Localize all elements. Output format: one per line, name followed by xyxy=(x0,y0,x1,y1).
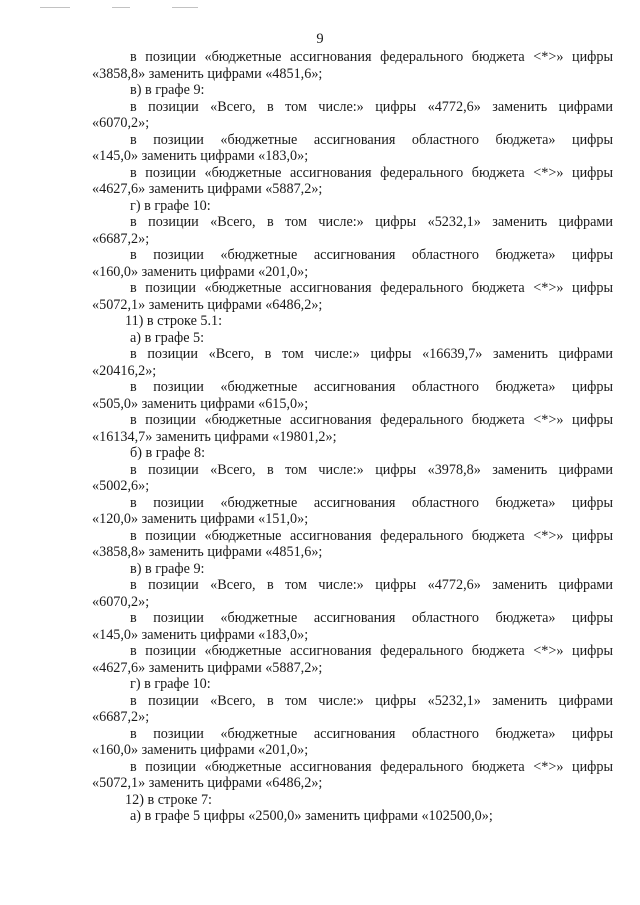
text-line: в позиции «бюджетные ассигнования областного бюджета» цифры xyxy=(130,725,613,742)
scan-artifact xyxy=(40,7,70,8)
scan-artifact xyxy=(112,7,130,8)
text-line: в позиции «бюджетные ассигнования федерального бюджета <*>» цифры xyxy=(130,280,613,296)
text-line: «3858,8» заменить цифрами «4851,6»; xyxy=(92,544,323,560)
text-line: «160,0» заменить цифрами «201,0»; xyxy=(92,742,309,758)
text-line: в позиции «Всего, в том числе:» цифры «3978,8» заменить цифрами xyxy=(130,461,613,478)
text-line: в позиции «Всего, в том числе:» цифры «4772,6» заменить цифрами xyxy=(130,577,613,593)
text-line: в позиции «бюджетные ассигнования федерального бюджета <*>» цифры xyxy=(130,412,613,428)
text-line: «5072,1» заменить цифрами «6486,2»; xyxy=(92,296,323,313)
text-line: в позиции «бюджетные ассигнования федерального бюджета <*>» цифры xyxy=(130,643,613,659)
text-line: «5002,6»; xyxy=(92,478,150,494)
text-line: в) в графе 9: xyxy=(130,560,205,577)
text-line: «6687,2»; xyxy=(92,709,150,725)
text-line: «16134,7» заменить цифрами «19801,2»; xyxy=(92,428,337,445)
text-line: в позиции «бюджетные ассигнования областного бюджета» цифры xyxy=(130,247,613,263)
text-line: в) в графе 9: xyxy=(130,82,205,98)
text-line: 12) в строке 7: xyxy=(125,791,212,808)
text-line: в позиции «Всего, в том числе:» цифры «4772,6» заменить цифрами xyxy=(130,98,613,115)
text-line: в позиции «бюджетные ассигнования федерального бюджета <*>» цифры xyxy=(130,758,613,775)
text-line: «5072,1» заменить цифрами «6486,2»; xyxy=(92,775,323,791)
text-line: «20416,2»; xyxy=(92,362,157,379)
text-line: в позиции «бюджетные ассигнования федерального бюджета <*>» цифры xyxy=(130,164,613,181)
text-line: в позиции «Всего, в том числе:» цифры «5232,1» заменить цифрами xyxy=(130,214,613,230)
text-line: г) в графе 10: xyxy=(130,676,211,692)
text-line: в позиции «бюджетные ассигнования областного бюджета» цифры xyxy=(130,610,613,626)
text-line: «6687,2»; xyxy=(92,230,150,247)
text-line: «145,0» заменить цифрами «183,0»; xyxy=(92,626,309,643)
page-number: 9 xyxy=(316,31,324,47)
text-line: «160,0» заменить цифрами «201,0»; xyxy=(92,263,309,280)
text-line: «6070,2»; xyxy=(92,593,150,610)
text-line: «505,0» заменить цифрами «615,0»; xyxy=(92,395,309,412)
text-line: г) в графе 10: xyxy=(130,197,211,214)
text-line: в позиции «бюджетные ассигнования областного бюджета» цифры xyxy=(130,379,613,395)
text-line: в позиции «бюджетные ассигнования федерального бюджета <*>» цифры xyxy=(130,527,613,544)
text-line: «145,0» заменить цифрами «183,0»; xyxy=(92,148,309,164)
text-line: а) в графе 5: xyxy=(130,329,205,346)
text-line: а) в графе 5 цифры «2500,0» заменить цифрами «102500,0»; xyxy=(130,808,493,824)
text-line: «4627,6» заменить цифрами «5887,2»; xyxy=(92,659,323,676)
scan-artifact xyxy=(172,7,198,8)
text-line: «120,0» заменить цифрами «151,0»; xyxy=(92,511,309,527)
text-line: «6070,2»; xyxy=(92,115,150,131)
text-line: в позиции «бюджетные ассигнования областного бюджета» цифры xyxy=(130,131,613,148)
text-line: 11) в строке 5.1: xyxy=(125,313,223,329)
text-line: «3858,8» заменить цифрами «4851,6»; xyxy=(92,65,323,82)
text-line: в позиции «бюджетные ассигнования областного бюджета» цифры xyxy=(130,494,613,511)
text-line: в позиции «Всего, в том числе:» цифры «5232,1» заменить цифрами xyxy=(130,692,613,709)
text-line: в позиции «Всего, в том числе:» цифры «16639,7» заменить цифрами xyxy=(130,346,613,362)
text-line: б) в графе 8: xyxy=(130,445,206,461)
text-line: в позиции «бюджетные ассигнования федерального бюджета <*>» цифры xyxy=(130,49,613,65)
document-body xyxy=(92,49,613,825)
text-line: «4627,6» заменить цифрами «5887,2»; xyxy=(92,181,323,197)
